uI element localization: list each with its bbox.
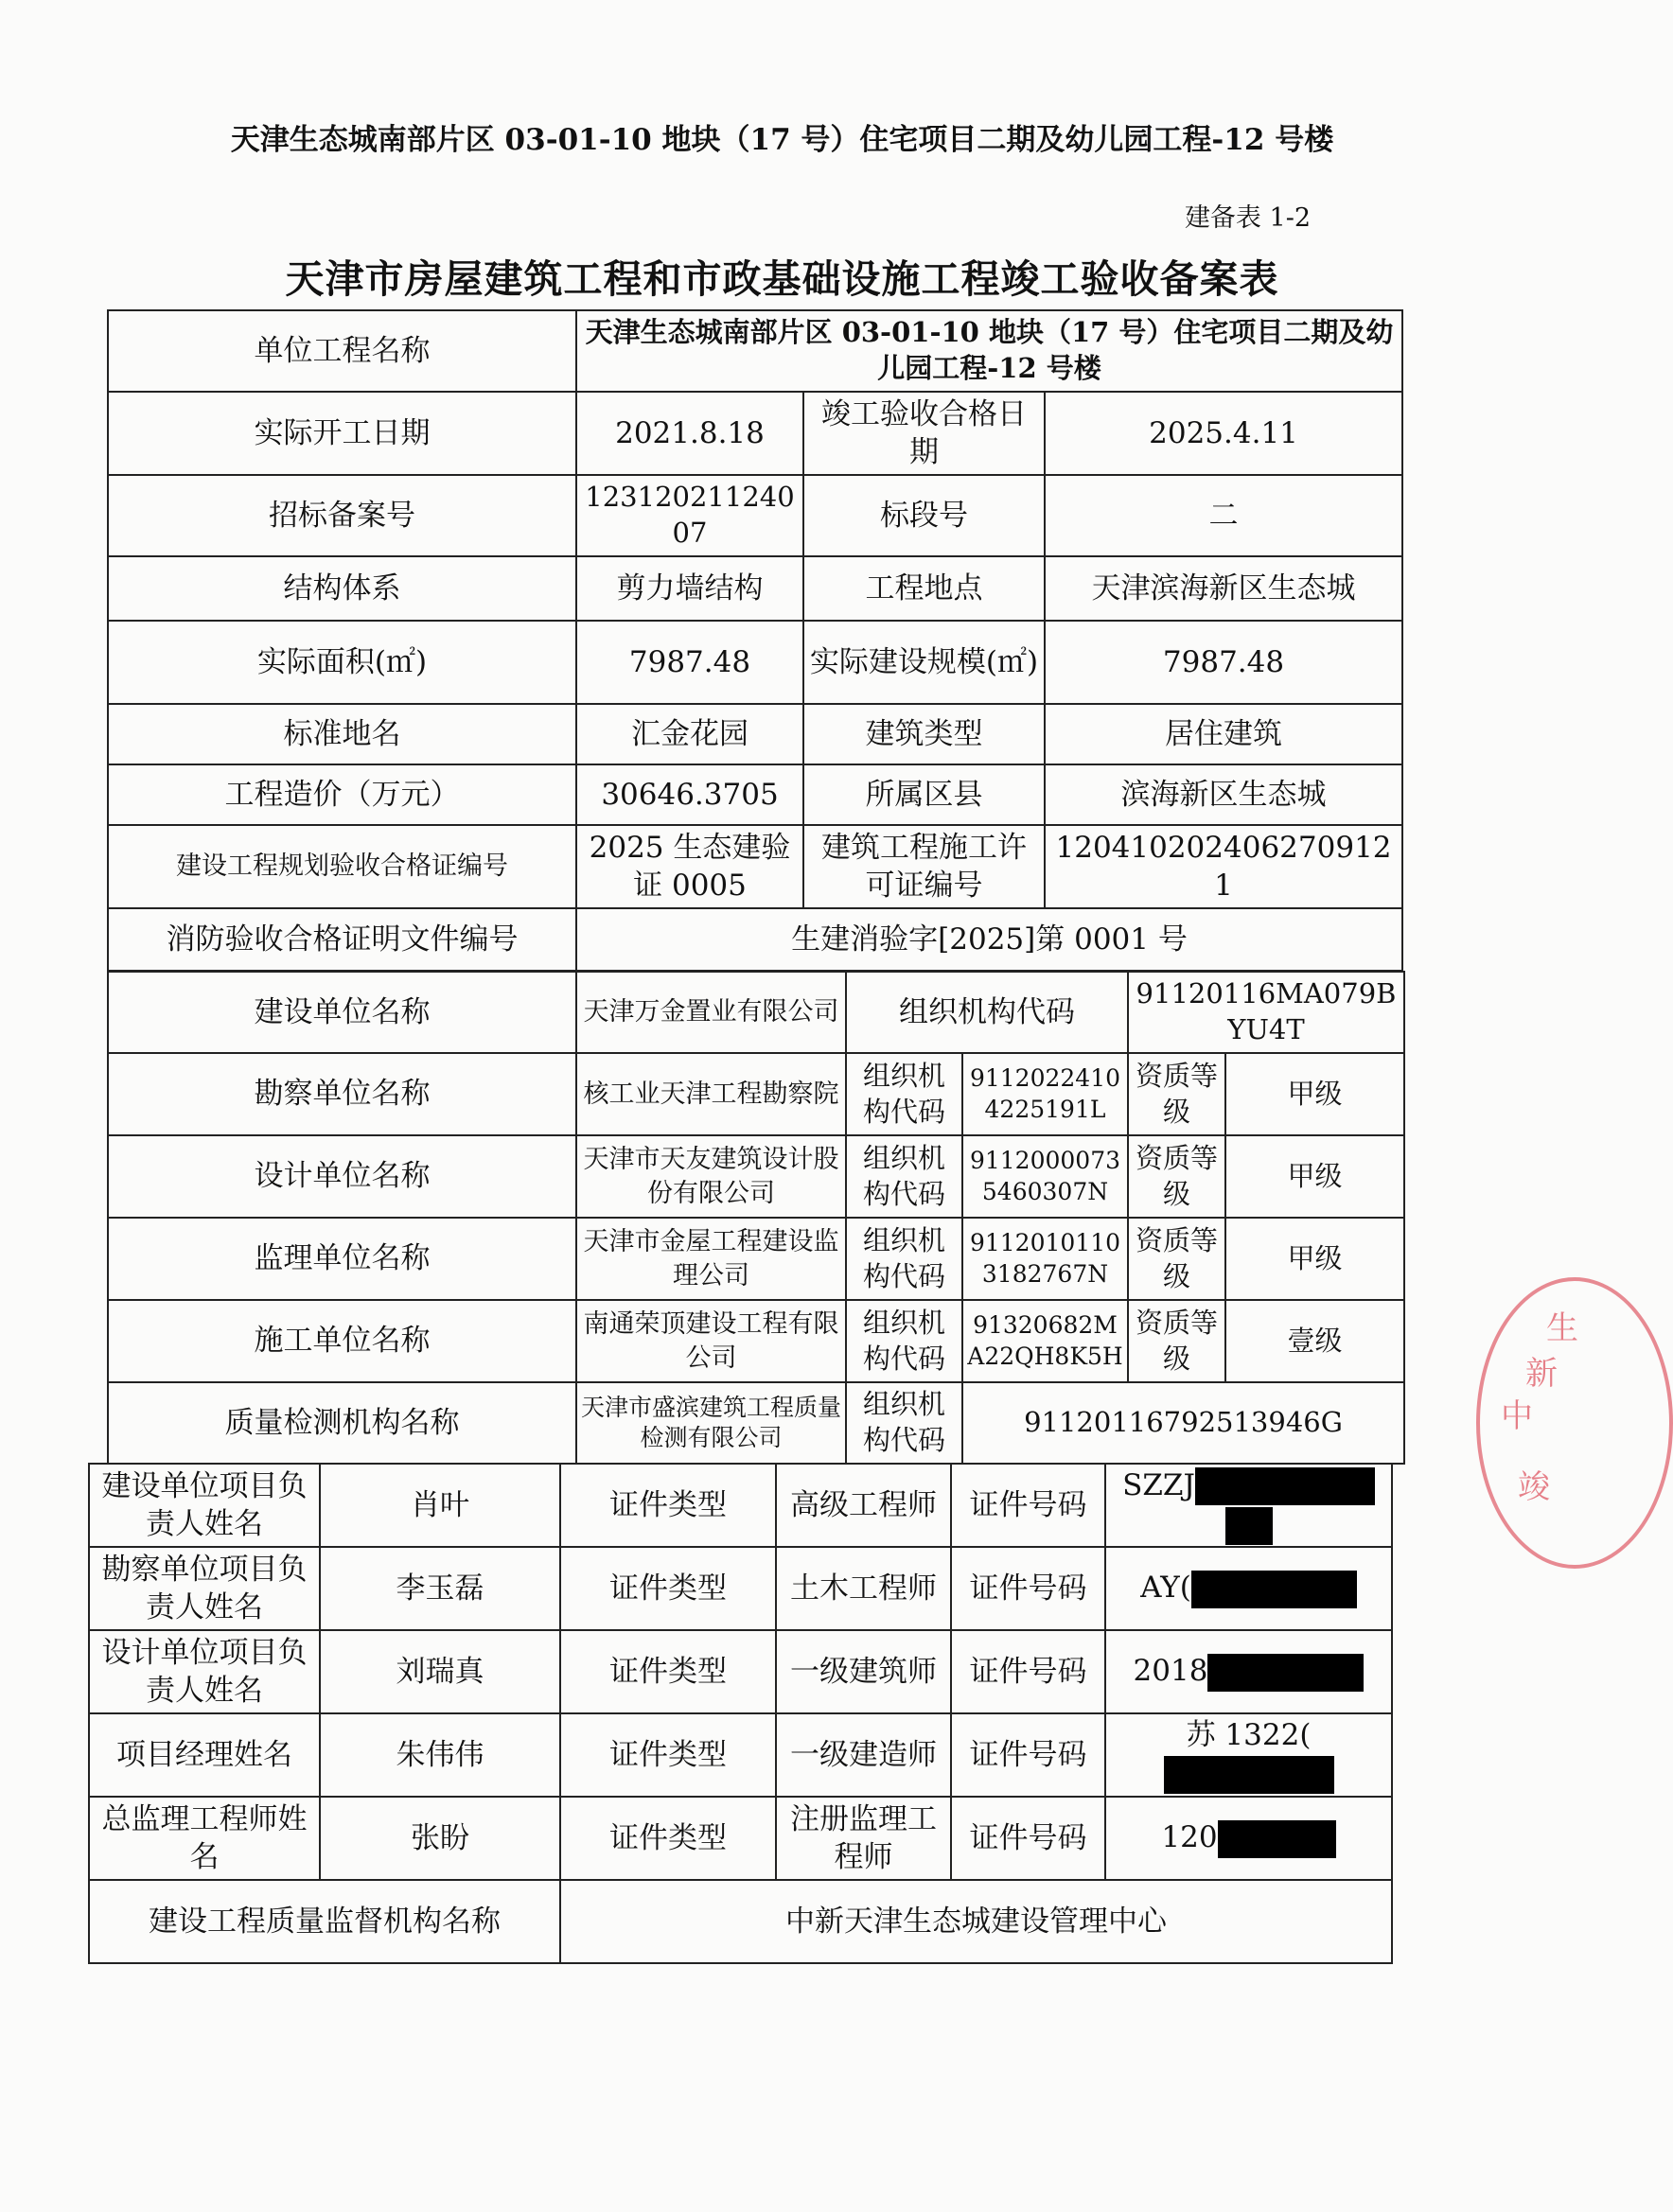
value-builder-name: 天津万金置业有限公司 (576, 972, 846, 1053)
label-scale: 实际建设规模(㎡) (803, 621, 1045, 704)
cert-type-value: 一级建筑师 (776, 1630, 951, 1713)
row-cost (108, 764, 1402, 825)
label-place-name: 标准地名 (108, 704, 576, 764)
cert-type-label: 证件类型 (560, 1797, 776, 1880)
value-design-name: 天津市天友建筑设计股份有限公司 (576, 1135, 846, 1218)
label-fire-cert: 消防验收合格证明文件编号 (108, 908, 576, 971)
label-start-date: 实际开工日期 (108, 392, 576, 475)
cert-type-value: 土木工程师 (776, 1547, 951, 1630)
value-fire-cert: 生建消验字[2025]第 0001 号 (576, 908, 1402, 971)
value-accept-date: 2025.4.11 (1045, 392, 1402, 475)
person-name: 刘瑞真 (320, 1630, 560, 1713)
cert-type-label: 证件类型 (560, 1464, 776, 1547)
value-structure: 剪力墙结构 (576, 556, 803, 621)
value-site: 天津滨海新区生态城 (1045, 556, 1402, 621)
value-construct-code: 91320682MA22QH8K5H (962, 1300, 1128, 1382)
value-permit: 1204102024062709121 (1045, 825, 1402, 908)
value-supervise-qual: 甲级 (1225, 1218, 1404, 1300)
label-permit: 建筑工程施工许可证编号 (803, 825, 1045, 908)
cert-no-label: 证件号码 (951, 1547, 1105, 1630)
row-place-name (108, 704, 1402, 764)
value-cost: 30646.3705 (576, 764, 803, 825)
value-survey-name: 核工业天津工程勘察院 (576, 1053, 846, 1135)
redaction-bar (1225, 1507, 1273, 1545)
value-start-date: 2021.8.18 (576, 392, 803, 475)
row-survey (108, 1053, 1404, 1135)
label-building-type: 建筑类型 (803, 704, 1045, 764)
person-role: 勘察单位项目负责人姓名 (89, 1547, 320, 1630)
label-unit-project: 单位工程名称 (108, 310, 576, 392)
cert-no-prefix: 2018 (1133, 1654, 1208, 1689)
project-info-table (107, 309, 1403, 972)
cert-no-value (1105, 1797, 1392, 1880)
person-role: 总监理工程师姓名 (89, 1797, 320, 1880)
redaction-bar (1207, 1654, 1364, 1692)
label-supervise-qual: 资质等级 (1128, 1218, 1225, 1300)
redaction-bar (1164, 1756, 1334, 1794)
label-supervise-code: 组织机构代码 (846, 1218, 962, 1300)
label-site: 工程地点 (803, 556, 1045, 621)
row-tender (108, 475, 1402, 556)
row-fire-cert (108, 908, 1402, 971)
cert-no-label: 证件号码 (951, 1797, 1105, 1880)
label-supervision-agency: 建设工程质量监督机构名称 (89, 1880, 560, 1963)
label-construct-qual: 资质等级 (1128, 1300, 1225, 1382)
cert-type-label: 证件类型 (560, 1547, 776, 1630)
label-builder-code: 组织机构代码 (846, 972, 1128, 1053)
redaction-bar (1218, 1820, 1336, 1858)
label-builder: 建设单位名称 (108, 972, 576, 1053)
label-testing: 质量检测机构名称 (108, 1382, 576, 1464)
redaction-bar (1195, 1467, 1375, 1505)
label-planning-cert: 建设工程规划验收合格证编号 (108, 825, 576, 908)
value-testing-name: 天津市盛滨建筑工程质量检测有限公司 (576, 1382, 846, 1464)
responsible-persons-table (88, 1463, 1393, 1964)
value-scale: 7987.48 (1045, 621, 1402, 704)
row-area (108, 621, 1402, 704)
official-seal-stamp: 中 新 生 竣 (1476, 1277, 1673, 1569)
person-role: 项目经理姓名 (89, 1713, 320, 1797)
label-area: 实际面积(㎡) (108, 621, 576, 704)
label-tender-no: 招标备案号 (108, 475, 576, 556)
document-header: 天津生态城南部片区 03-01-10 地块（17 号）住宅项目二期及幼儿园工程-12 号楼 (230, 123, 1334, 157)
label-construct: 施工单位名称 (108, 1300, 576, 1382)
form-code: 建备表 1-2 (1184, 203, 1311, 233)
cert-type-label: 证件类型 (560, 1713, 776, 1797)
row-structure (108, 556, 1402, 621)
value-supervise-name: 天津市金屋工程建设监理公司 (576, 1218, 846, 1300)
value-survey-qual: 甲级 (1225, 1053, 1404, 1135)
value-section: 二 (1045, 475, 1402, 556)
person-name: 朱伟伟 (320, 1713, 560, 1797)
value-unit-project: 天津生态城南部片区 03-01-10 地块（17 号）住宅项目二期及幼儿园工程-12 号楼 (576, 310, 1402, 392)
row-testing (108, 1382, 1404, 1464)
cert-no-label: 证件号码 (951, 1630, 1105, 1713)
cert-type-value: 一级建造师 (776, 1713, 951, 1797)
value-design-code: 91120000735460307N (962, 1135, 1128, 1218)
label-cost: 工程造价（万元） (108, 764, 576, 825)
row-supervision-agency (89, 1880, 1392, 1963)
person-role: 设计单位项目负责人姓名 (89, 1630, 320, 1713)
row-builder (108, 972, 1404, 1053)
cert-no-prefix: AY( (1140, 1571, 1191, 1606)
cert-no-value (1105, 1547, 1392, 1630)
row-certs (108, 825, 1402, 908)
value-tender-no: 12312021124007 (576, 475, 803, 556)
person-row (89, 1547, 1392, 1630)
value-design-qual: 甲级 (1225, 1135, 1404, 1218)
label-district: 所属区县 (803, 764, 1045, 825)
person-row (89, 1713, 1392, 1797)
value-district: 滨海新区生态城 (1045, 764, 1402, 825)
row-construct (108, 1300, 1404, 1382)
label-structure: 结构体系 (108, 556, 576, 621)
cert-no-value (1105, 1630, 1392, 1713)
cert-type-value: 注册监理工程师 (776, 1797, 951, 1880)
label-section: 标段号 (803, 475, 1045, 556)
label-survey-qual: 资质等级 (1128, 1053, 1225, 1135)
person-row (89, 1630, 1392, 1713)
cert-type-value: 高级工程师 (776, 1464, 951, 1547)
redaction-bar (1191, 1571, 1357, 1608)
cert-no-prefix: 苏 1322( (1186, 1718, 1312, 1753)
person-name: 张盼 (320, 1797, 560, 1880)
cert-no-prefix: 120 (1161, 1820, 1218, 1855)
label-design-qual: 资质等级 (1128, 1135, 1225, 1218)
label-design-code: 组织机构代码 (846, 1135, 962, 1218)
person-role: 建设单位项目负责人姓名 (89, 1464, 320, 1547)
value-builder-code: 91120116MA079BYU4T (1128, 972, 1404, 1053)
cert-no-label: 证件号码 (951, 1713, 1105, 1797)
cert-no-prefix: SZZJ (1122, 1467, 1195, 1502)
person-row (89, 1797, 1392, 1880)
value-place-name: 汇金花园 (576, 704, 803, 764)
organizations-table (107, 971, 1405, 1465)
label-survey-code: 组织机构代码 (846, 1053, 962, 1135)
label-supervise: 监理单位名称 (108, 1218, 576, 1300)
cert-no-label: 证件号码 (951, 1464, 1105, 1547)
label-accept-date: 竣工验收合格日期 (803, 392, 1045, 475)
cert-type-label: 证件类型 (560, 1630, 776, 1713)
person-name: 肖叶 (320, 1464, 560, 1547)
value-area: 7987.48 (576, 621, 803, 704)
label-survey: 勘察单位名称 (108, 1053, 576, 1135)
label-design: 设计单位名称 (108, 1135, 576, 1218)
row-dates (108, 392, 1402, 475)
value-planning-cert: 2025 生态建验证 0005 (576, 825, 803, 908)
value-survey-code: 91120224104225191L (962, 1053, 1128, 1135)
value-construct-qual: 壹级 (1225, 1300, 1404, 1382)
value-testing-code: 91120116792513946G (962, 1382, 1404, 1464)
row-design (108, 1135, 1404, 1218)
form-title: 天津市房屋建筑工程和市政基础设施工程竣工验收备案表 (285, 256, 1279, 302)
person-rows (89, 1464, 1392, 1880)
row-supervise (108, 1218, 1404, 1300)
person-name: 李玉磊 (320, 1547, 560, 1630)
label-testing-code: 组织机构代码 (846, 1382, 962, 1464)
value-supervision-agency: 中新天津生态城建设管理中心 (560, 1880, 1392, 1963)
row-unit-project (108, 310, 1402, 392)
value-building-type: 居住建筑 (1045, 704, 1402, 764)
person-row (89, 1464, 1392, 1547)
value-supervise-code: 91120101103182767N (962, 1218, 1128, 1300)
cert-no-value (1105, 1713, 1392, 1797)
value-construct-name: 南通荣顶建设工程有限公司 (576, 1300, 846, 1382)
label-construct-code: 组织机构代码 (846, 1300, 962, 1382)
cert-no-value (1105, 1464, 1392, 1547)
